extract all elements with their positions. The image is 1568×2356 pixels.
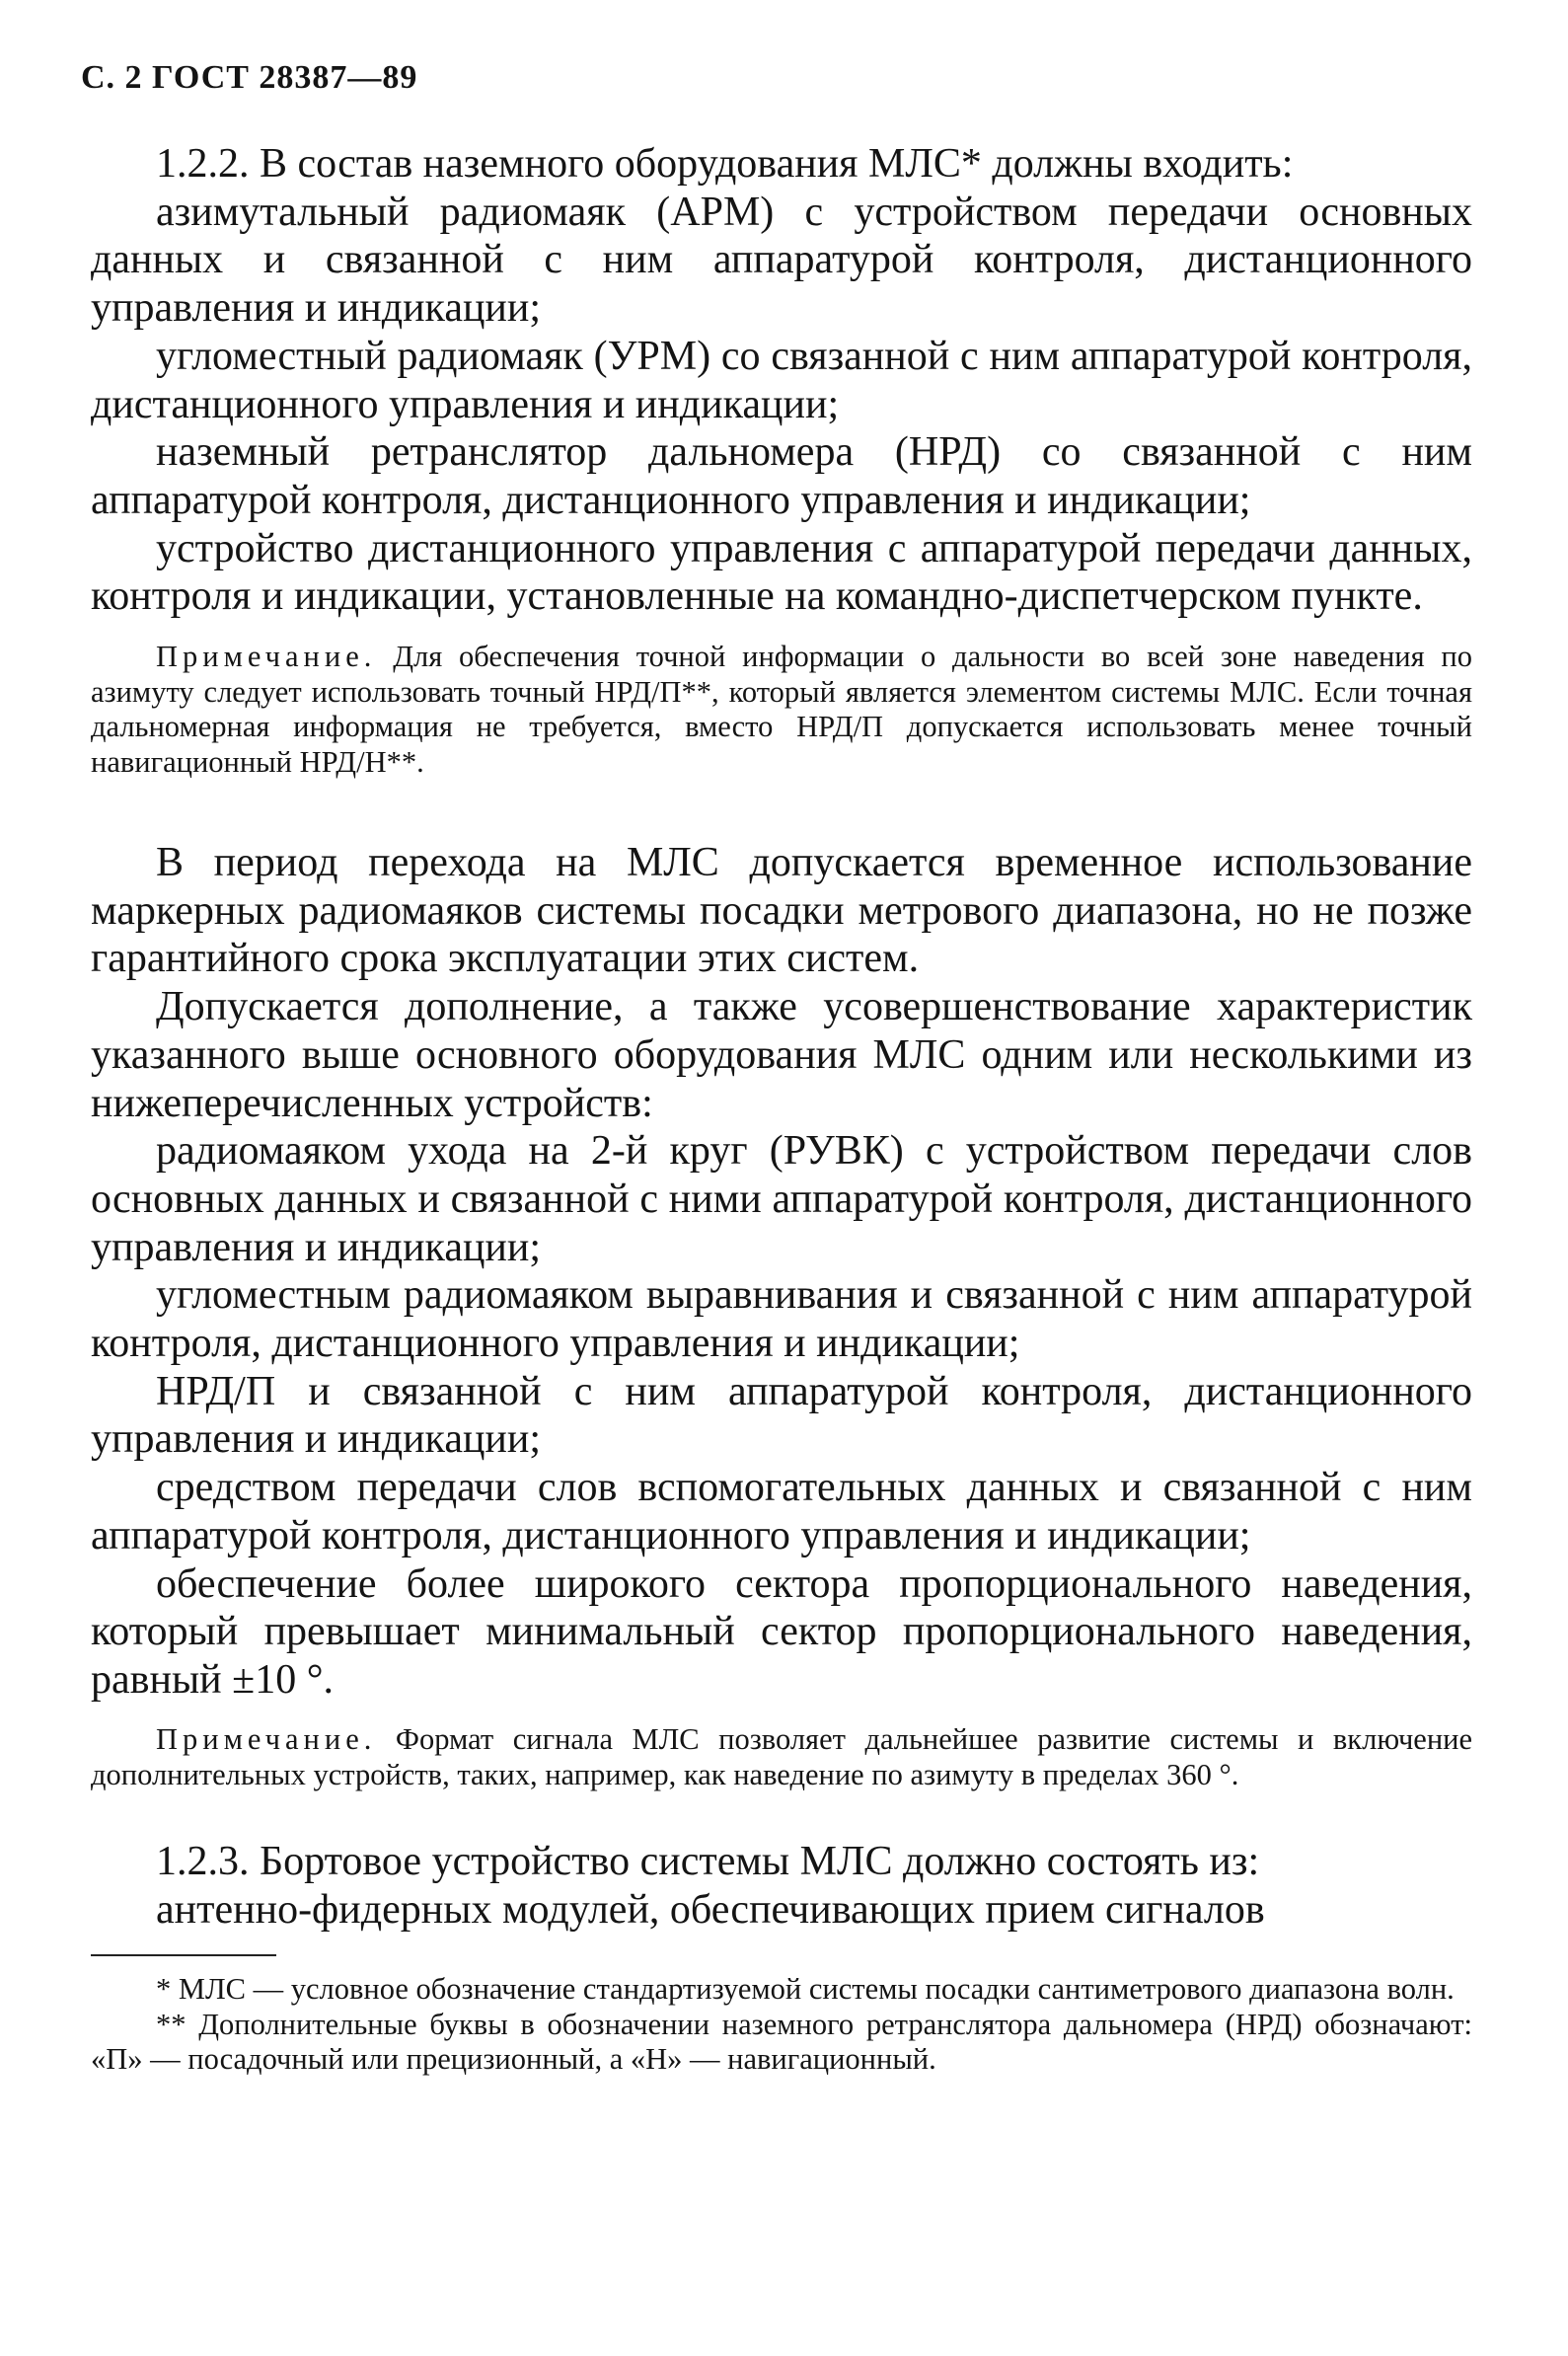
section-1-2-3-intro: 1.2.3. Бортовое устройство системы МЛС должно состоять из: (156, 1839, 1260, 1884)
supplement-item-ruvk: радиомаяком ухода на 2-й круг (РУВК) с устройством передачи слов основных данных и связанной с ними аппаратурой контроля, дистанционного управления и индикации; (91, 1128, 1472, 1270)
footnote-divider (91, 1954, 276, 1956)
note-1-text: Для обеспечения точной информации о дальности во всей зоне наведения по азимуту следует использовать точный НРД/П**, который является элементом системы МЛС. Если точная дальномерная информация не требуется, вместо НРД/П допускается использовать менее точный навигационный НРД/Н**. (91, 640, 1472, 779)
note-2 (91, 1722, 1472, 1792)
supplement-item-auxiliary-data: средством передачи слов вспомогательных данных и связанной с ним аппаратурой контроля, дистанционного управления и индикации; (91, 1465, 1472, 1558)
ground-item-remote-control: устройство дистанционного управления с аппаратурой передачи данных, контроля и индикации, установленные на командно-диспетчерском пункте. (91, 525, 1472, 620)
section-1-2-2-intro: 1.2.2. В состав наземного оборудования МЛС* должны входить: (156, 141, 1294, 187)
ground-item-nrd: наземный ретранслятор дальномера (НРД) со связанной с ним аппаратурой контроля, дистанционного управления и индикации; (91, 429, 1472, 523)
onboard-item-antenna: антенно-фидерных модулей, обеспечивающих прием сигналов (156, 1886, 1265, 1933)
note-2-label: Примечание. (156, 1722, 377, 1756)
supplement-intro: Допускается дополнение, а также усовершенствование характеристик указанного выше основного оборудования МЛС одним или несколькими из нижеперечисленных устройств: (91, 984, 1472, 1126)
footnote-mls: * МЛС — условное обозначение стандартизуемой системы посадки сантиметрового диапазона волн. (156, 1972, 1455, 2006)
transition-paragraph: В период перехода на МЛС допускается временное использование маркерных радиомаяков системы посадки метрового диапазона, но не позже гарантийного срока эксплуатации этих систем. (91, 840, 1472, 982)
supplement-item-elevation-flare: угломестным радиомаяком выравнивания и связанной с ним аппаратурой контроля, дистанционного управления и индикации; (91, 1272, 1472, 1367)
note-1-label: Примечание. (156, 640, 377, 673)
footnote-nrd-letters: ** Дополнительные буквы в обозначении наземного ретранслятора дальномера (НРД) обозначают: «П» — посадочный или прецизионный, а «Н» — навигационный. (91, 2007, 1472, 2076)
ground-item-urm: угломестный радиомаяк (УРМ) со связанной с ним аппаратурой контроля, дистанционного управления и индикации; (91, 333, 1472, 427)
note-1 (91, 640, 1472, 780)
supplement-section (91, 839, 1472, 1705)
note-2-text: Формат сигнала МЛС позволяет дальнейшее развитие системы и включение дополнительных устройств, таких, например, как наведение по азимуту в пределах 360 °. (91, 1722, 1472, 1791)
footnotes (91, 1972, 1472, 2078)
page-header: С. 2 ГОСТ 28387—89 (81, 59, 418, 96)
onboard-section (91, 1838, 1472, 1934)
ground-item-arm: азимутальный радиомаяк (АРМ) с устройством передачи основных данных и связанной с ним аппаратурой контроля, дистанционного управления и индикации; (91, 189, 1472, 332)
supplement-item-nrd-p: НРД/П и связанной с ним аппаратурой контроля, дистанционного управления и индикации; (91, 1368, 1472, 1463)
supplement-item-wide-sector: обеспечение более широкого сектора пропорционального наведения, который превышает минимальный сектор пропорционального наведения, равный ±10 °. (91, 1560, 1472, 1703)
ground-equipment-section (91, 140, 1472, 621)
